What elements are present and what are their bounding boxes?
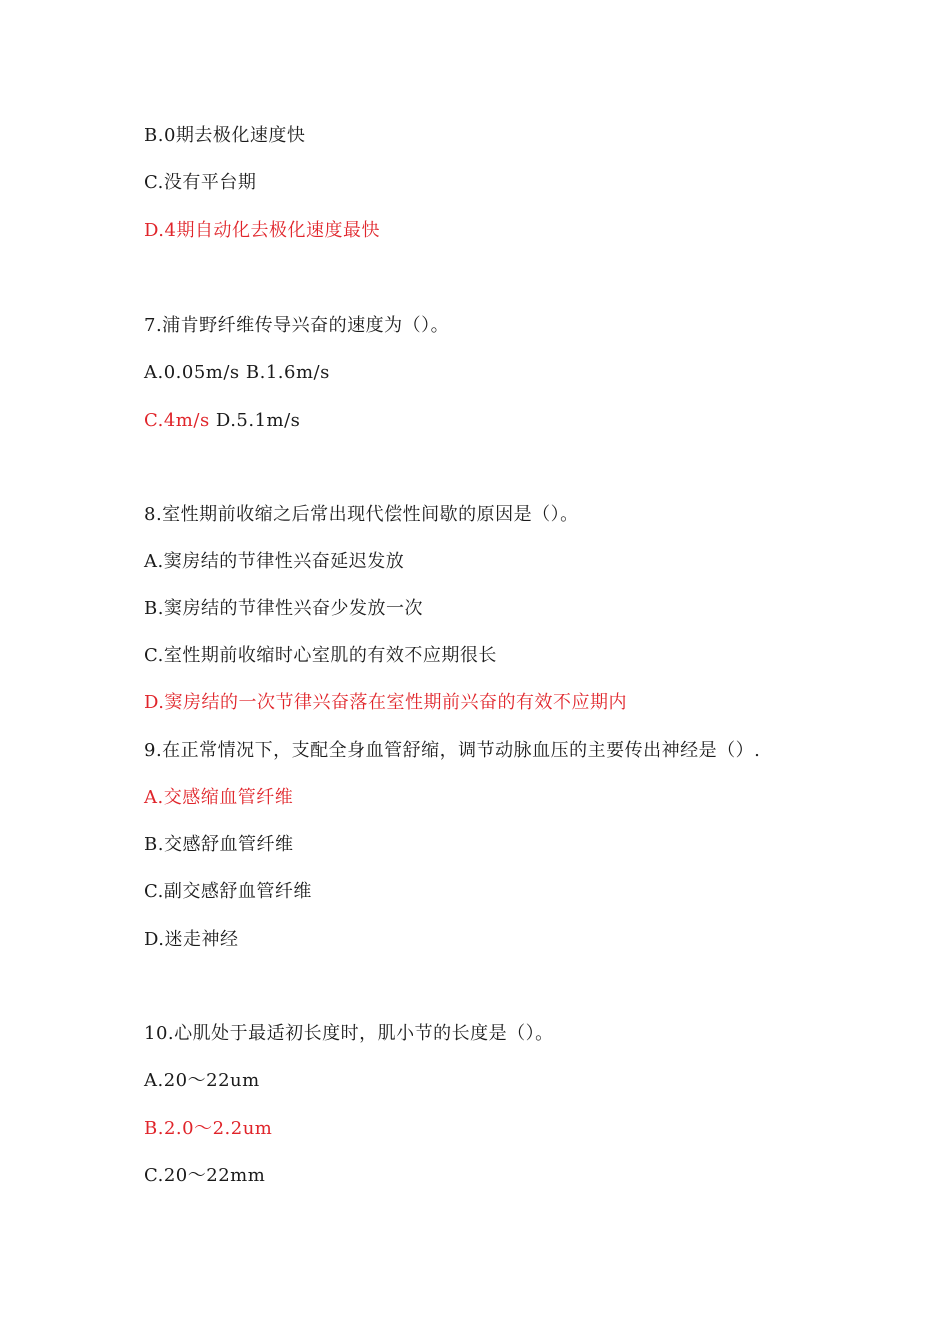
q8-option-a: A.窦房结的节律性兴奋延迟发放 (144, 551, 405, 572)
q10-option-b-answer: B.2.0～2.2um (144, 1118, 273, 1139)
q10-stem: 10.心肌处于最适初长度时，肌小节的长度是（）。 (144, 1023, 554, 1044)
q6-option-d-answer: D.4期自动化去极化速度最快 (144, 220, 380, 241)
q7-stem: 7.浦肯野纤维传导兴奋的速度为（）。 (144, 315, 450, 336)
q6-option-b: B.0期去极化速度快 (144, 125, 306, 146)
q6-option-c: C.没有平台期 (144, 172, 257, 193)
q10-option-c: C.20～22mm (144, 1165, 266, 1186)
q9-stem: 9.在正常情况下，支配全身血管舒缩，调节动脉血压的主要传出神经是（）. (144, 740, 761, 761)
q7-option-c-answer: C.4m/s (144, 410, 210, 431)
q7-option-d: D.5.1m/s (209, 410, 301, 431)
q7-options-ab: A.0.05m/s B.1.6m/s (144, 362, 330, 383)
q10-option-a: A.20～22um (144, 1070, 260, 1091)
q8-stem: 8.室性期前收缩之后常出现代偿性间歇的原因是（）。 (144, 504, 579, 525)
q7-options-cd (144, 409, 300, 433)
q9-option-d: D.迷走神经 (144, 929, 239, 950)
q8-option-d-answer: D.窦房结的一次节律兴奋落在室性期前兴奋的有效不应期内 (144, 692, 628, 713)
q8-option-b: B.窦房结的节律性兴奋少发放一次 (144, 598, 423, 619)
q9-option-c: C.副交感舒血管纤维 (144, 881, 312, 902)
q9-option-b: B.交感舒血管纤维 (144, 834, 294, 855)
q9-option-a-answer: A.交感缩血管纤维 (144, 787, 294, 808)
q8-option-c: C.室性期前收缩时心室肌的有效不应期很长 (144, 645, 497, 666)
